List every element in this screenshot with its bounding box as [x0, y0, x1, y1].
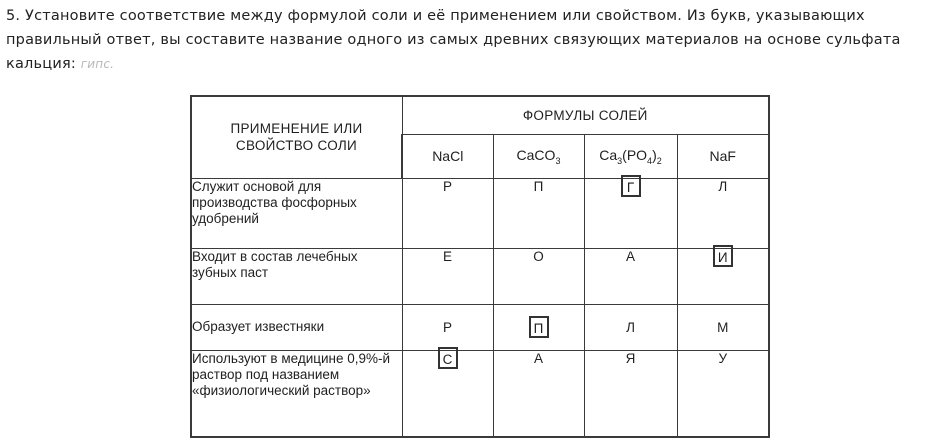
formula-ca3po42: $Ca_3(PO_4)_2$: [584, 134, 677, 178]
answer-letter: М: [717, 319, 729, 335]
formula-naf: NaF: [677, 134, 769, 178]
letter-cell: [402, 178, 493, 248]
letter-cell: [677, 178, 769, 248]
answer-letter: А: [625, 248, 635, 264]
answer-letter: П: [533, 178, 544, 194]
row-description: Образует известняки: [191, 304, 402, 350]
answer-letter: Л: [626, 319, 635, 335]
letter-cell: [584, 248, 677, 304]
boxed-letter: Г: [621, 175, 641, 197]
letter-cell: [677, 304, 769, 350]
answer-letter: О: [533, 248, 544, 264]
formula-nacl: NaCl: [402, 134, 493, 178]
letter-cell: [493, 350, 584, 437]
task-answer: гипс.: [80, 57, 115, 71]
answer-letter: Р: [442, 319, 452, 335]
letter-cell: [584, 350, 677, 437]
boxed-letter: С: [438, 347, 458, 369]
letter-cell: [493, 178, 584, 248]
table-row: [191, 248, 769, 304]
answer-letter: А: [533, 350, 543, 366]
matching-table: [190, 95, 770, 438]
table-row: [191, 178, 769, 248]
letter-cell: [677, 248, 769, 304]
formula-caco3: CaCO$_3$: [493, 134, 584, 178]
header-use-label: ПРИМЕНЕНИЕ ИЛИ СВОЙСТВО СОЛИ: [230, 121, 363, 154]
letter-cell: [493, 248, 584, 304]
answer-letter: У: [718, 350, 728, 366]
boxed-letter: И: [713, 245, 733, 267]
row-description: Входит в состав лечебных зубных паст: [191, 248, 402, 304]
answer-letter: Л: [718, 178, 728, 194]
row-description: Используют в медицине 0,9%-й раствор под названием «физиологический раствор»: [191, 350, 402, 437]
letter-cell: [402, 304, 493, 350]
row-description: Служит основой для производства фосфорных удобрений: [191, 178, 402, 248]
letter-cell: [677, 350, 769, 437]
header-formulas: ФОРМУЛЫ СОЛЕЙ: [402, 96, 769, 134]
letter-cell: [584, 178, 677, 248]
letter-cell: [493, 304, 584, 350]
letter-cell: [402, 350, 493, 437]
table-row: [191, 350, 769, 437]
answer-letter: Е: [442, 248, 452, 264]
header-use: [191, 96, 402, 178]
task-text: 5. Установите соответствие между формулой соли и её применением или свойством. Из букв, указывающих правильный ответ, вы составите название одного из самых древних связующих материалов на основе сульфата кальция:: [6, 8, 901, 72]
letter-cell: [584, 304, 677, 350]
boxed-letter: П: [529, 316, 549, 338]
answer-letter: Я: [625, 350, 636, 366]
answer-letter: Р: [442, 178, 452, 194]
letter-cell: [402, 248, 493, 304]
task-statement: [6, 4, 944, 76]
table-row: [191, 304, 769, 350]
